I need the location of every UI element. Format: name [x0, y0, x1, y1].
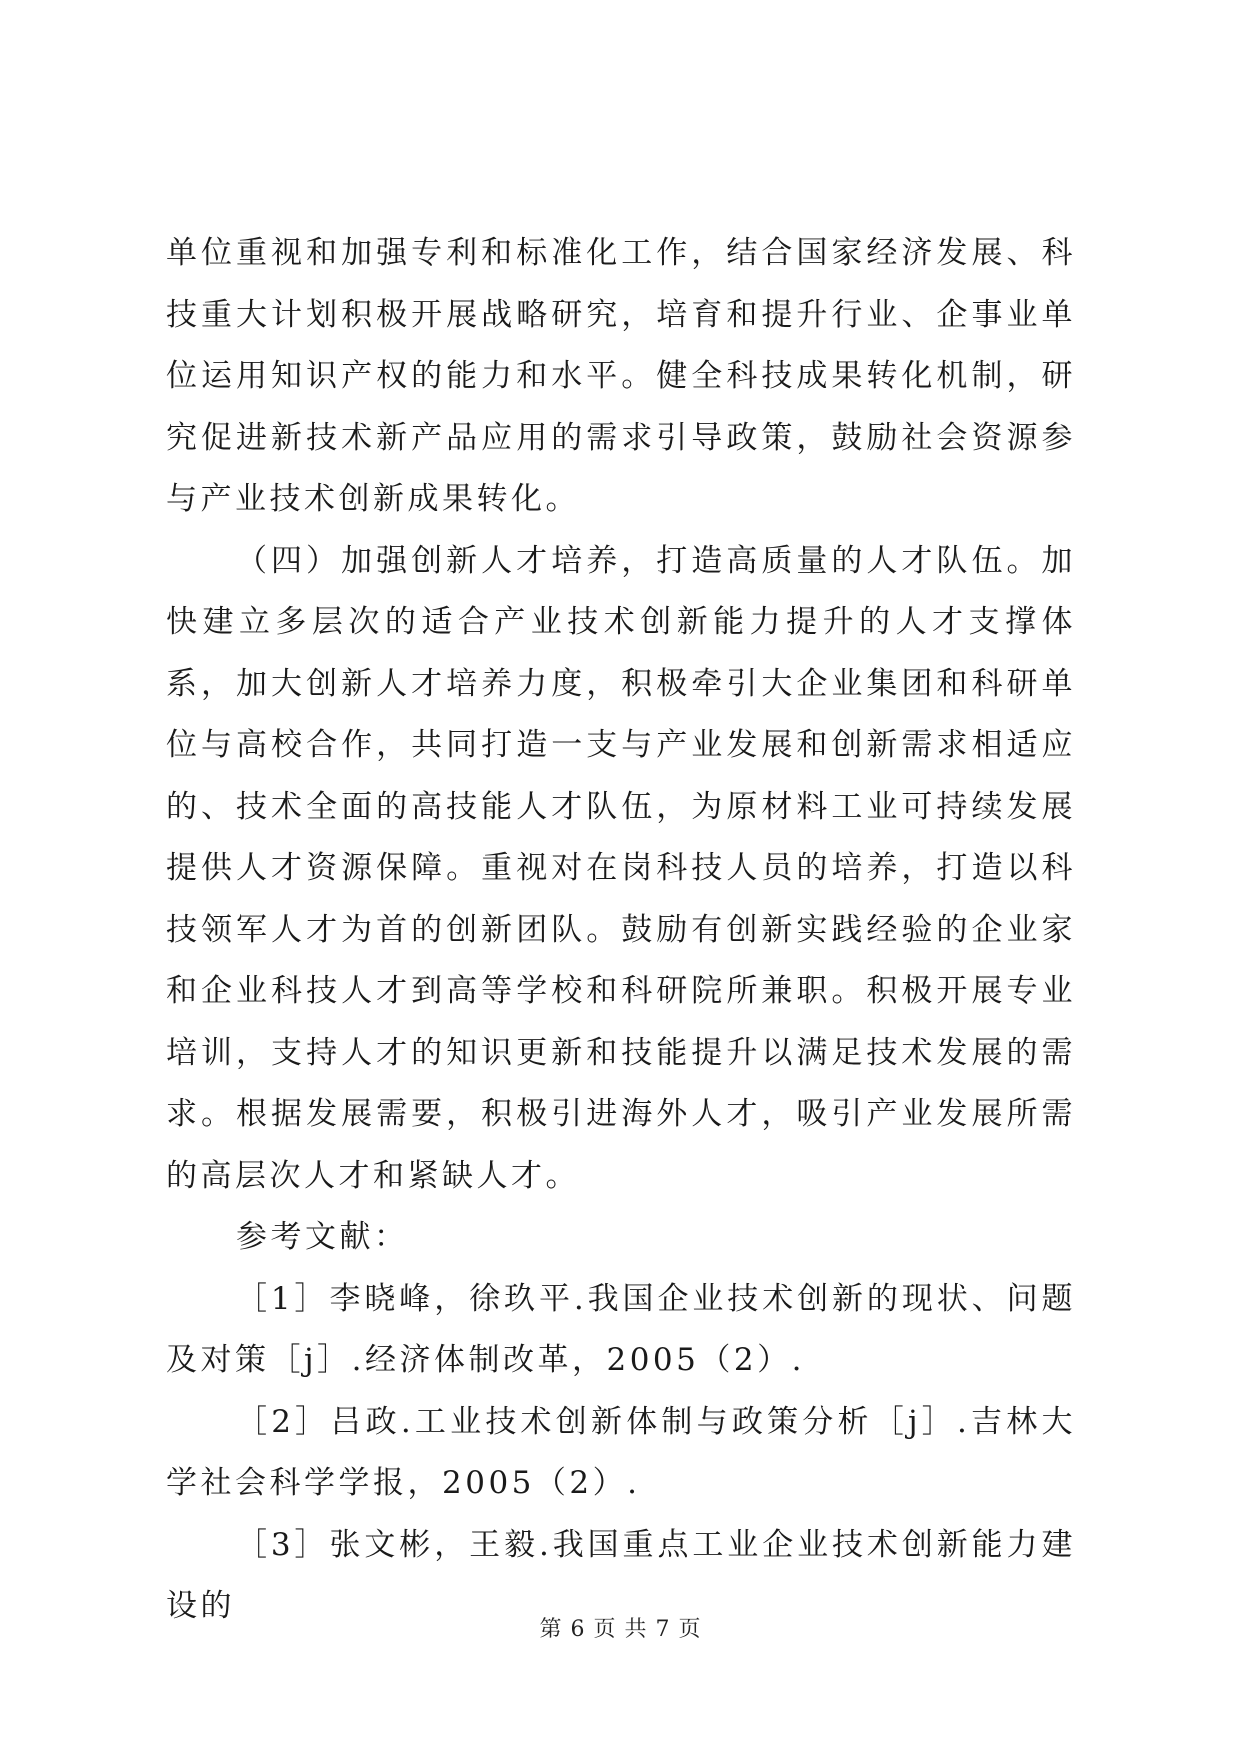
paragraph-section-4: （四）加强创新人才培养，打造高质量的人才队伍。加快建立多层次的适合产业技术创新能力提升的人才支撑体系，加大创新人才培养力度，积极牵引大企业集团和科研单位与高校合作，共同打造一支与产业发展和创新需求相适应的、技术全面的高技能人才队伍，为原材料工业可持续发展提供人才资源保障。重视对在岗科技人员的培养，打造以科技领军人才为首的创新团队。鼓励有创新实践经验的企业家和企业科技人才到高等学校和科研院所兼职。积极开展专业培训，支持人才的知识更新和技能提升以满足技术发展的需求。根据发展需要，积极引进海外人才，吸引产业发展所需的高层次人才和紧缺人才。	[166, 542, 1076, 1194]
body-text	[166, 223, 1076, 1638]
reference-item-3: ［3］张文彬，王毅.我国重点工业企业技术创新能力建设的	[166, 1526, 1076, 1624]
references-heading: 参考文献：	[236, 1219, 409, 1255]
page-footer: 第 6 页 共 7 页	[539, 1617, 702, 1642]
reference-item-1: ［1］李晓峰，徐玖平.我国企业技术创新的现状、问题及对策［j］.经济体制改革，2005（2）.	[166, 1280, 1076, 1378]
paragraph-continuation: 单位重视和加强专利和标准化工作，结合国家经济发展、科技重大计划积极开展战略研究，培育和提升行业、企事业单位运用知识产权的能力和水平。健全科技成果转化机制，研究促进新技术新产品应用的需求引导政策，鼓励社会资源参与产业技术创新成果转化。	[166, 235, 1076, 517]
reference-item-2: ［2］吕政.工业技术创新体制与政策分析［j］.吉林大学社会科学学报，2005（2）.	[166, 1403, 1076, 1501]
